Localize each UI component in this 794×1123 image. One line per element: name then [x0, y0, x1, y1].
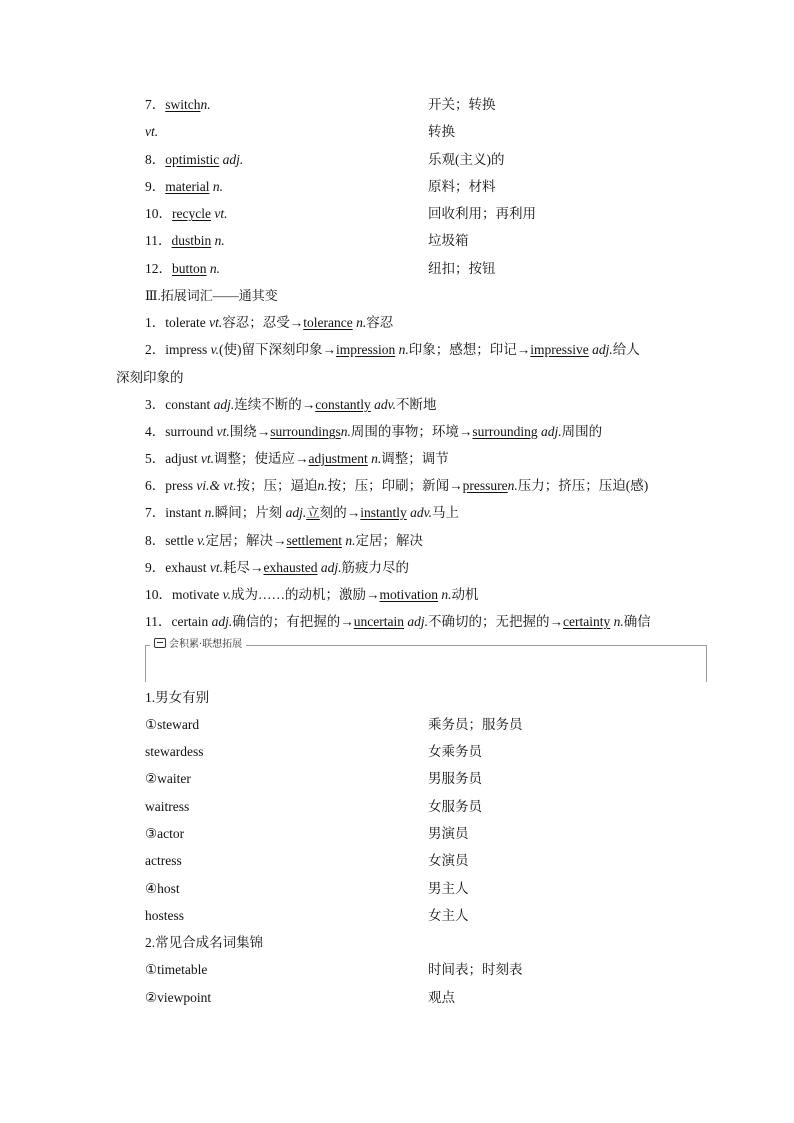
- expansion-item-1: 1．tolerate vt.容忍；忍受→tolerance n.容忍: [145, 315, 394, 330]
- item-number: 11．: [145, 233, 172, 248]
- vocab-meaning-10: 回收利用；再利用: [428, 206, 536, 221]
- item-number: 7．: [145, 97, 166, 112]
- expansion-item-2-continued: 深刻印象的: [116, 370, 184, 385]
- vocab-word: dustbin: [171, 233, 212, 248]
- pair-en: ③actor: [145, 826, 185, 841]
- vocab-meaning-8: 乐观(主义)的: [428, 152, 505, 167]
- vocab-word: button: [172, 261, 207, 276]
- vocab-word: optimistic: [165, 152, 220, 167]
- vocab-meaning-12: 纽扣；按钮: [428, 261, 496, 276]
- item-number: 8．: [145, 152, 166, 167]
- part-of-speech: vt.: [214, 206, 228, 221]
- pair-cn: 时间表；时刻表: [428, 962, 523, 977]
- expansion-item-8: 8．settle v.定居；解决→settlement n.定居；解决: [145, 533, 423, 548]
- expansion-item-3: 3．constant adj.连续不断的→constantly adv.不断地: [145, 397, 437, 412]
- pair-en: waitress: [145, 799, 190, 814]
- pair-cn: 女乘务员: [428, 744, 482, 759]
- expansion-item-10: 10．motivate v.成为……的动机；激励→motivation n.动机: [145, 587, 479, 602]
- vocab-item-11: [145, 231, 225, 251]
- vocab-item-9: [145, 177, 223, 197]
- item-number: 12．: [145, 261, 172, 276]
- pair-en: actress: [145, 853, 182, 868]
- vocab-item-7: [145, 95, 211, 115]
- part-of-speech: vt.: [145, 124, 159, 139]
- vocab-meaning-11: 垃圾箱: [428, 233, 469, 248]
- vocab-meaning-7: 开关；转换: [428, 97, 496, 112]
- note-icon: [154, 638, 166, 648]
- pair-cn: 乘务员；服务员: [428, 717, 523, 732]
- pair-en: ①steward: [145, 717, 200, 732]
- vocab-item-8: [145, 150, 243, 170]
- pair-cn: 男主人: [428, 881, 469, 896]
- part-of-speech: n.: [200, 97, 211, 112]
- expansion-item-9: 9．exhaust vt.耗尽→exhausted adj.筋疲力尽的: [145, 560, 409, 575]
- part-of-speech: n.: [212, 179, 223, 194]
- vocab-meaning-9: 原料；材料: [428, 179, 496, 194]
- pair-en: ④host: [145, 881, 180, 896]
- part-of-speech: n.: [214, 233, 225, 248]
- pair-en: ②waiter: [145, 771, 191, 786]
- expansion-item-7: 7．instant n.瞬间；片刻 adj.立刻的→instantly adv.马上: [145, 505, 460, 520]
- pair-en: hostess: [145, 908, 185, 923]
- expansion-item-11: 11．certain adj.确信的；有把握的→uncertain adj.不确切的；无把握的→certainty n.确信: [145, 614, 651, 629]
- section-3-title: Ⅲ.拓展词汇——通其变: [145, 288, 278, 303]
- vocab-item-10: [145, 204, 227, 224]
- item-number: 9．: [145, 179, 166, 194]
- accumulation-box-title: [150, 637, 246, 653]
- expansion-item-2: 2．impress v.(使)留下深刻印象→impression n.印象；感想；印记→impressive adj.给人: [145, 342, 640, 357]
- expansion-item-6: 6．press vi.& vt.按；压；逼迫n.按；压；印刷；新闻→pressuren.压力；挤压；压迫(感): [145, 478, 649, 493]
- pair-en: ①timetable: [145, 962, 208, 977]
- vocab-meaning-7-vt: 转换: [428, 124, 455, 139]
- pair-cn: 女服务员: [428, 799, 482, 814]
- vocab-word: material: [165, 179, 210, 194]
- box-title-text: 会积累·联想拓展: [169, 639, 243, 650]
- pair-cn: 男服务员: [428, 771, 482, 786]
- pair-cn: 女演员: [428, 853, 469, 868]
- vocab-word: recycle: [172, 206, 211, 221]
- part-of-speech: adj.: [222, 152, 244, 167]
- pair-cn: 女主人: [428, 908, 469, 923]
- vocab-item-7-vt: [145, 122, 158, 142]
- expansion-item-4: 4．surround vt.围绕→surroundingsn.周围的事物；环境→surrounding adj.周围的: [145, 424, 603, 439]
- vocab-item-12: [145, 259, 220, 279]
- group-1-title: 1.男女有别: [145, 690, 210, 705]
- vocab-word: switch: [165, 97, 201, 112]
- pair-cn: 男演员: [428, 826, 469, 841]
- pair-en: ②viewpoint: [145, 990, 212, 1005]
- expansion-item-5: 5．adjust vt.调整；使适应→adjustment n.调整；调节: [145, 451, 449, 466]
- item-number: 10．: [145, 206, 172, 221]
- part-of-speech: n.: [209, 261, 221, 276]
- group-2-title: 2.常见合成名词集锦: [145, 935, 264, 950]
- pair-cn: 观点: [428, 990, 455, 1005]
- pair-en: stewardess: [145, 744, 204, 759]
